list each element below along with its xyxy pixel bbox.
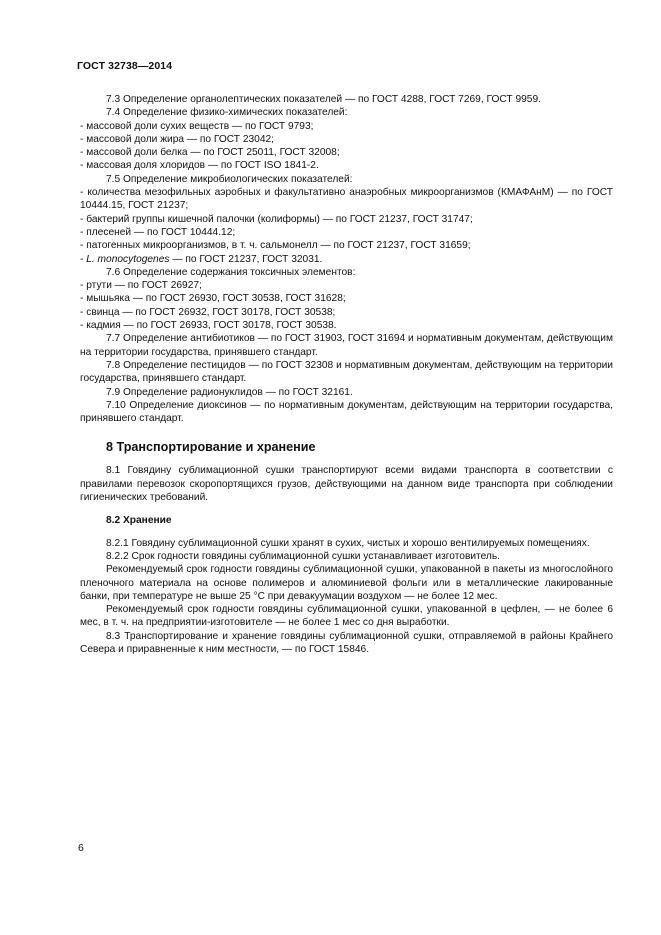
list-item: - плесеней — по ГОСТ 10444.12; bbox=[80, 226, 236, 238]
list-item: - массовой доли жира — по ГОСТ 23042; bbox=[80, 133, 274, 145]
paragraph-7-6: 7.6 Определение содержания токсичных элементов: bbox=[106, 266, 356, 278]
list-item: - массовая доля хлоридов — по ГОСТ ISO 1841-2. bbox=[80, 160, 319, 172]
subsection-title: 8.2 Хранение bbox=[106, 515, 172, 527]
spacer bbox=[80, 425, 613, 439]
list-item: - количества мезофильных аэробных и факультативно анаэробных микроорганизмов (КМАФАнМ) — по ГОСТ 10444.15, ГОСТ 21237; bbox=[80, 187, 613, 212]
paragraph-8-2-1: 8.2.1 Говядину сублимационной сушки хранят в сухих, чистых и хорошо вентилируемых помещениях. bbox=[106, 537, 590, 549]
list-item-rest: — по ГОСТ 21237, ГОСТ 32031. bbox=[169, 253, 323, 265]
paragraph-7-10: 7.10 Определение диоксинов — по нормативным документам, действующим на территории государства, принявшего стандарт. bbox=[80, 399, 613, 425]
standard-header: ГОСТ 32738—2014 bbox=[77, 60, 173, 72]
list-item: - свинца — по ГОСТ 26932, ГОСТ 30178, ГОСТ 30538; bbox=[80, 306, 336, 318]
page-body bbox=[80, 93, 613, 656]
spacer bbox=[80, 455, 613, 464]
list-item: - бактерий группы кишечной палочки (колиформы) — по ГОСТ 21237, ГОСТ 31747; bbox=[80, 213, 473, 225]
paragraph-8-1: 8.1 Говядину сублимационной сушки транспортируют всеми видами транспорта в соответствии с правилами перевозок скоропортящихся грузов, действующими на данном виде транспорта при соблюдении гигиенических требований. bbox=[80, 465, 613, 504]
section-title: 8 Транспортирование и хранение bbox=[106, 440, 316, 455]
paragraph-8-2-2: 8.2.2 Срок годности говядины сублимационной сушки устанавливает изготовитель. bbox=[106, 550, 501, 562]
spacer bbox=[80, 504, 613, 514]
paragraph-7-5: 7.5 Определение микробиологических показателей: bbox=[106, 173, 353, 185]
list-dash: - bbox=[80, 253, 87, 265]
paragraph-7-8: 7.8 Определение пестицидов — по ГОСТ 32308 и нормативным документам, действующим на территории государства, принявшего стандарт. bbox=[80, 359, 613, 385]
list-item: - ртути — по ГОСТ 26927; bbox=[80, 280, 202, 292]
list-item: - массовой доли белка — по ГОСТ 25011, ГОСТ 32008; bbox=[80, 147, 340, 159]
paragraph-recommended-1: Рекомендуемый срок годности говядины сублимационной сушки, упакованной в пакеты из многослойного пленочного материала на основе полимеров и алюминиевой фольги или в металлические лакированные банки, при температуре не выше 25 °С при девакуумации воздухом — не более 12 мес. bbox=[80, 564, 613, 602]
list-item: - массовой доли сухих веществ — по ГОСТ 9793; bbox=[80, 120, 314, 132]
paragraph-7-4: 7.4 Определение физико-химических показателей: bbox=[106, 107, 348, 119]
page-number: 6 bbox=[78, 842, 84, 854]
spacer bbox=[80, 528, 613, 537]
organism-name: L. monocytogenes bbox=[86, 253, 170, 265]
paragraph-7-7: 7.7 Определение антибиотиков — по ГОСТ 31903, ГОСТ 31694 и нормативным документам, действующим на территории государства, принявшего стандарт. bbox=[80, 333, 613, 358]
paragraph-recommended-2: Рекомендуемый срок годности говядины сублимационной сушки, упакованной в цефлен, — не более 6 мес, в т. ч. на предприятии-изготовителе — не более 1 мес со дня выработки. bbox=[80, 604, 613, 629]
paragraph-8-3: 8.3 Транспортирование и хранение говядины сублимационной сушки, отправляемой в районы Крайнего Севера и приравненные к ним местности, — по ГОСТ 15846. bbox=[80, 630, 613, 655]
list-item: - патогенных микроорганизмов, в т. ч. сальмонелл — по ГОСТ 21237, ГОСТ 31659; bbox=[80, 240, 471, 252]
paragraph-7-3: 7.3 Определение органолептических показателей — по ГОСТ 4288, ГОСТ 7269, ГОСТ 9959. bbox=[106, 94, 541, 105]
list-item: - мышьяка — по ГОСТ 26930, ГОСТ 30538, ГОСТ 31628; bbox=[80, 293, 346, 305]
list-item: - кадмия — по ГОСТ 26933, ГОСТ 30178, ГОСТ 30538. bbox=[80, 320, 337, 332]
paragraph-7-9: 7.9 Определение радионуклидов — по ГОСТ 32161. bbox=[106, 386, 353, 398]
list-item-listeria bbox=[80, 253, 613, 266]
